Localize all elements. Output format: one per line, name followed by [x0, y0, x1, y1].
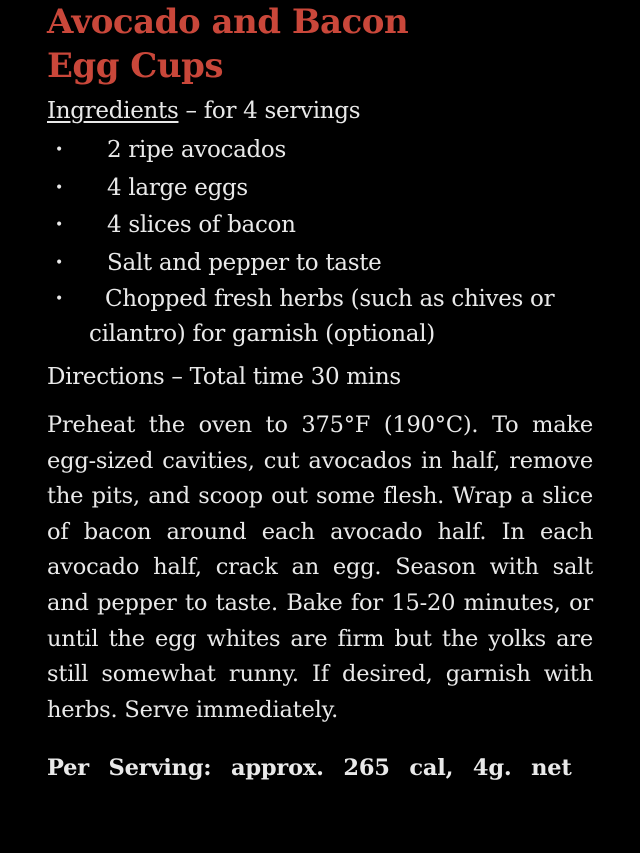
bullet-icon: • [55, 179, 63, 196]
per-serving-nutrition: Per Serving: approx. 265 cal, 4g. net [47, 754, 572, 781]
bullet-icon: • [55, 291, 63, 307]
list-item [47, 245, 595, 283]
list-item [47, 282, 595, 352]
directions-heading: Directions – Total time 30 mins [47, 364, 401, 390]
directions-text: Preheat the oven to 375°F (190°C). To make egg-sized cavities, cut avocados in half, remove the pits, and scoop out some flesh. Wrap a slice of bacon around each avocado half. In each avocado half, crack an egg. Season with salt and pepper to taste. Bake for 15-20 minutes, or until the egg whites are firm but the yolks are still somewhat runny. If desired, garnish with herbs. Serve immediately. [47, 412, 593, 723]
list-item [47, 207, 595, 245]
recipe-title-line-1: Avocado and Bacon [47, 2, 409, 42]
ingredient-text: Salt and pepper to taste [107, 249, 382, 276]
ingredient-text: 2 ripe avocados [107, 137, 286, 163]
ingredients-list [47, 132, 595, 352]
ingredients-label: Ingredients [47, 98, 179, 124]
recipe-page [47, 0, 595, 785]
bullet-icon: • [55, 217, 63, 233]
ingredient-text: Chopped fresh herbs (such as chives or cilantro) for garnish (optional) [89, 286, 555, 347]
list-item [47, 132, 595, 170]
ingredient-text: 4 large eggs [107, 174, 248, 201]
recipe-title-line-2: Egg Cups [47, 46, 223, 86]
ingredients-heading [47, 96, 595, 126]
bullet-icon: • [55, 254, 63, 271]
recipe-title [47, 0, 595, 88]
bullet-icon: • [55, 142, 63, 158]
servings-note: – for 4 servings [178, 98, 361, 124]
ingredient-text: 4 slices of bacon [107, 212, 296, 238]
list-item [47, 170, 595, 208]
